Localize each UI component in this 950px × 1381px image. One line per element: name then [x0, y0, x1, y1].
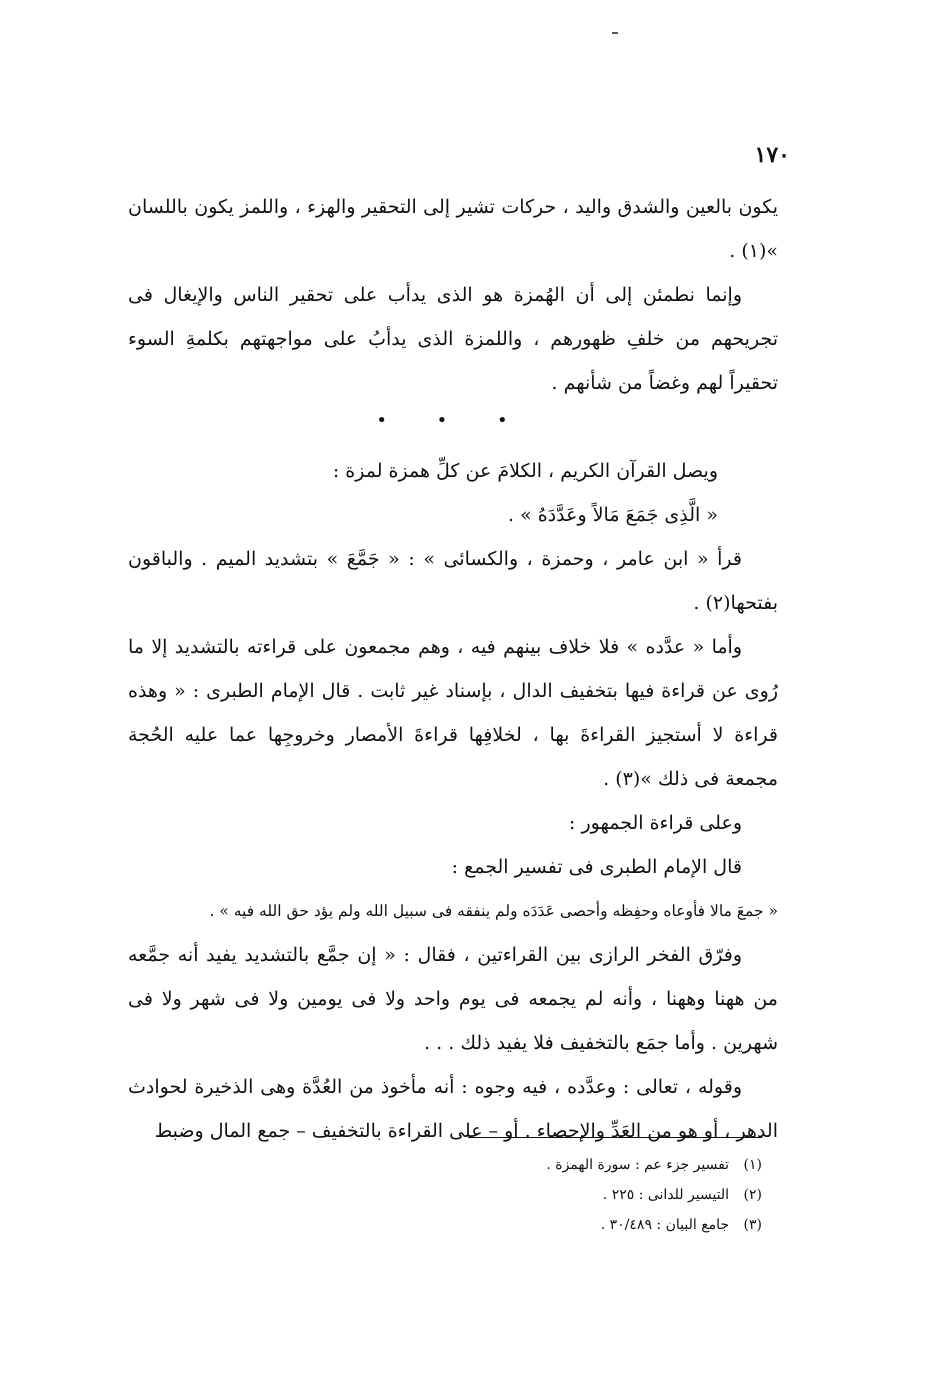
body-text	[128, 185, 778, 1153]
scan-mark	[612, 32, 618, 34]
paragraph-7: قال الإمام الطبرى فى تفسير الجمع :	[451, 856, 742, 878]
paragraph-2: وإنما نطمئن إلى أن الهُمزة هو الذى يدأب على تحقير الناس والإيغال فى تجريحهم من خلفِ ظهورهم ، واللمزة الذى يدأبُ على مواجهتهم بكلمةِ السوء تحقيراً لهم وغضاً من شأنهم .	[128, 284, 778, 394]
footnote-text: جامع البيان : ٣٠/٤٨٩ .	[600, 1217, 730, 1233]
footnote-text: تفسير جزء عم : سورة الهمزة .	[546, 1157, 730, 1173]
footnote-3	[468, 1210, 762, 1240]
paragraph-9: وقوله ، تعالى : وعدَّده ، فيه وجوه : أنه مأخوذ من العُدَّة وهى الذخيرة لحوادث الدهر ، أو هو من العَدِّ والإحصاء . أو – على القراءة بالتخفيف – جمع المال وضبط	[128, 1076, 778, 1142]
paragraph-8: وفرّق الفخر الرازى بين القراءتين ، فقال : « إن جمَّع بالتشديد يفيد أنه جمَّعه من ههنا وههنا ، وأنه لم يجمعه فى يوم واحد ولا فى يومين ولا فى شهر ولا فى شهرين . وأما جمَع بالتخفيف فلا يفيد ذلك . . .	[128, 944, 778, 1054]
tabari-quote: « جمعَ مالا فأوعاه وحفِظه وأحصى عَدَدَه ولم ينفقه فى سبيل الله ولم يؤد حق الله فيه » .	[209, 902, 778, 920]
paragraph-4: قرأ « ابن عامر ، وحمزة ، والكسائى » : « جَمَّعَ » بتشديد الميم . والباقون بفتحها(٢) .	[128, 548, 778, 614]
section-break: • • •	[376, 410, 530, 431]
footnote-text: التيسير للدانى : ٢٢٥ .	[602, 1187, 730, 1203]
footnote-1	[468, 1150, 762, 1180]
footnote-2	[468, 1180, 762, 1210]
footnote-number: (١)	[743, 1157, 762, 1173]
paragraph-1: يكون بالعين والشدق واليد ، حركات تشير إلى التحقير والهزء ، واللمز يكون باللسان »(١) .	[128, 196, 778, 262]
paragraph-5: وأما « عدَّده » فلا خلاف بينهم فيه ، وهم مجمعون على قراءته بالتشديد إلا ما رُوى عن قراءة فيها بتخفيف الدال ، بإسناد غير ثابت . قال الإمام الطبرى : « وهذه قراءة لا أستجيز القراءةَ بها ، لخلافِها قراءةَ الأمصار وخروجِها عما عليه الحُجة مجمعة فى ذلك »(٣) .	[128, 636, 778, 790]
footnote-number: (٢)	[743, 1187, 762, 1203]
paragraph-6: وعلى قراءة الجمهور :	[569, 812, 742, 834]
page-number: ١٧٠	[754, 142, 790, 168]
footnote-number: (٣)	[743, 1217, 762, 1233]
verse-quote: « الَّذِى جَمَعَ مَالاً وعَدَّدَهُ » .	[508, 504, 718, 526]
footnote-divider	[468, 1137, 762, 1138]
footnotes	[468, 1150, 762, 1240]
paragraph-3: ويصل القرآن الكريم ، الكلامَ عن كلِّ همزة لمزة :	[332, 460, 718, 482]
